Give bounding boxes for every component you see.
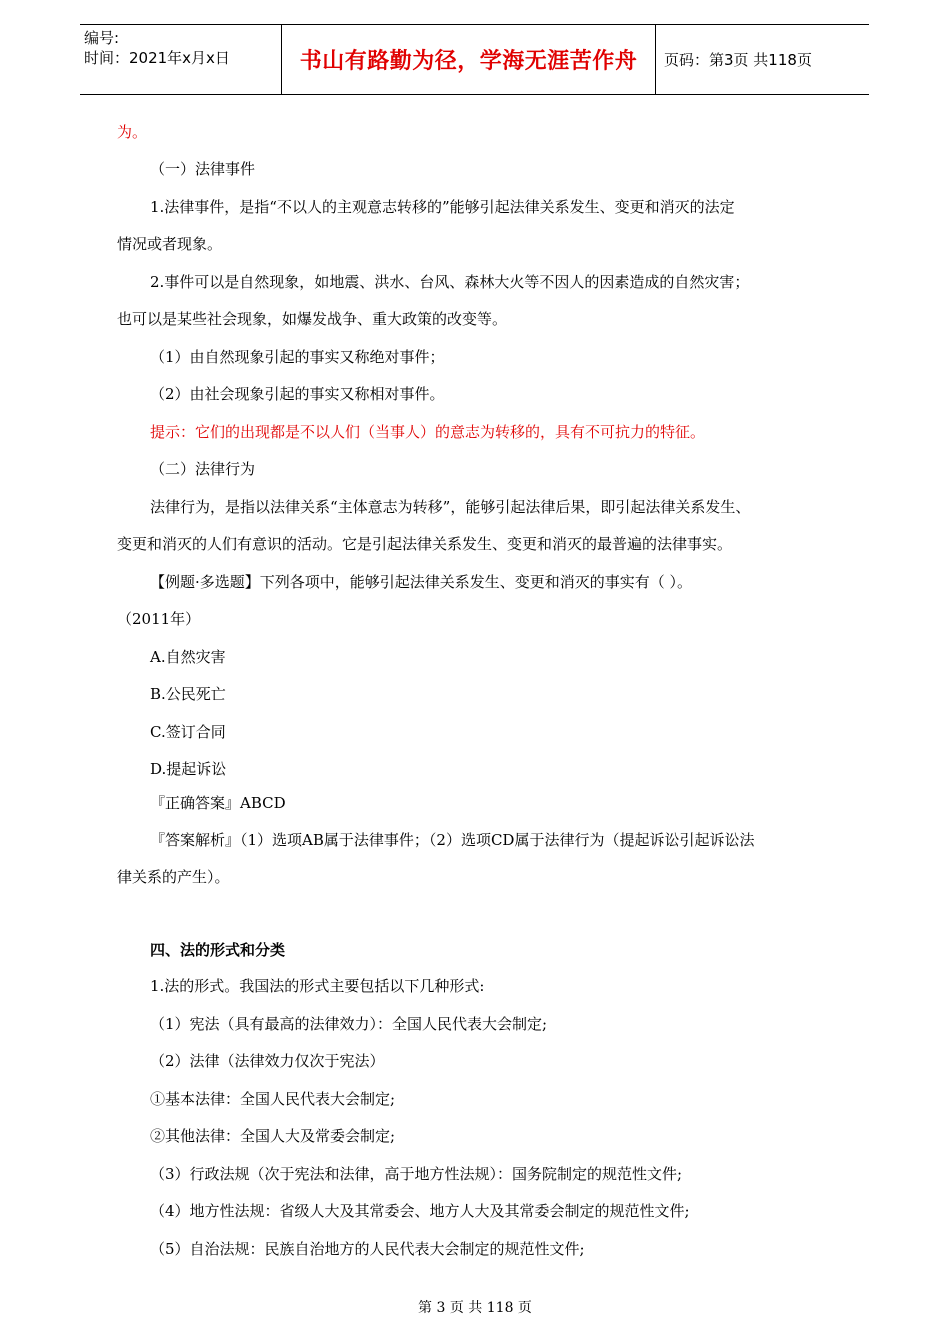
text-line: （4）地方性法规：省级人大及其常委会、地方人大及其常委会制定的规范性文件; bbox=[150, 1202, 690, 1220]
text-line: 律关系的产生）。 bbox=[117, 868, 230, 886]
document-time-label: 时间：2021年x月x日 bbox=[84, 49, 230, 67]
text-line: 1.法律事件，是指“不以人的主观意志转移的”能够引起法律关系发生、变更和消灭的法定 bbox=[150, 198, 735, 216]
section-heading: （二）法律行为 bbox=[150, 460, 256, 478]
text-line: 1.法的形式。我国法的形式主要包括以下几种形式: bbox=[150, 977, 485, 995]
option-c: C.签订合同 bbox=[150, 723, 226, 741]
document-number-label: 编号: bbox=[84, 29, 120, 47]
text-line: 情况或者现象。 bbox=[117, 235, 223, 253]
text-line: ②其他法律：全国人大及常委会制定; bbox=[150, 1127, 396, 1145]
header-motto: 书山有路勤为径，学海无涯苦作舟 bbox=[281, 25, 656, 94]
text-line: 变更和消灭的人们有意识的活动。它是引起法律关系发生、变更和消灭的最普遍的法律事实。 bbox=[117, 535, 733, 553]
text-line: ①基本法律：全国人民代表大会制定; bbox=[150, 1090, 396, 1108]
text-line: 法律行为，是指以法律关系“主体意志为转移”，能够引起法律后果，即引起法律关系发生、 bbox=[150, 498, 751, 516]
text-line: （2）由社会现象引起的事实又称相对事件。 bbox=[150, 385, 445, 403]
text-line: （1）由自然现象引起的事实又称绝对事件； bbox=[150, 348, 445, 366]
text-line: （2011年） bbox=[117, 610, 201, 628]
section-heading-4: 四、法的形式和分类 bbox=[150, 941, 286, 959]
page-header bbox=[80, 24, 869, 95]
correct-answer: 『正确答案』ABCD bbox=[150, 794, 286, 812]
header-left-cell bbox=[80, 25, 281, 94]
option-a: A.自然灾害 bbox=[150, 648, 226, 666]
section-heading: （一）法律事件 bbox=[150, 160, 256, 178]
text-line: （3）行政法规（次于宪法和法律，高于地方性法规）：国务院制定的规范性文件; bbox=[150, 1165, 683, 1183]
tip-line: 提示：它们的出现都是不以人们（当事人）的意志为转移的，具有不可抗力的特征。 bbox=[150, 423, 706, 441]
page-footer: 第 3 页 共 118 页 bbox=[418, 1300, 532, 1316]
text-line: 2.事件可以是自然现象，如地震、洪水、台风、森林大火等不因人的因素造成的自然灾害； bbox=[150, 273, 750, 291]
answer-explanation: 『答案解析』（1）选项AB属于法律事件；（2）选项CD属于法律行为（提起诉讼引起诉讼法 bbox=[150, 831, 755, 849]
header-page-info: 页码：第3页 共118页 bbox=[664, 51, 812, 69]
option-b: B.公民死亡 bbox=[150, 685, 226, 703]
text-line: （2）法律（法律效力仅次于宪法） bbox=[150, 1052, 385, 1070]
text-line: （5）自治法规：民族自治地方的人民代表大会制定的规范性文件; bbox=[150, 1240, 585, 1258]
option-d: D.提起诉讼 bbox=[150, 760, 227, 778]
text-line: 为。 bbox=[117, 123, 148, 141]
example-question: 【例题·多选题】下列各项中，能够引起法律关系发生、变更和消灭的事实有（ ）。 bbox=[150, 573, 693, 591]
text-line: 也可以是某些社会现象，如爆发战争、重大政策的改变等。 bbox=[117, 310, 508, 328]
text-line: （1）宪法（具有最高的法律效力）：全国人民代表大会制定; bbox=[150, 1015, 548, 1033]
